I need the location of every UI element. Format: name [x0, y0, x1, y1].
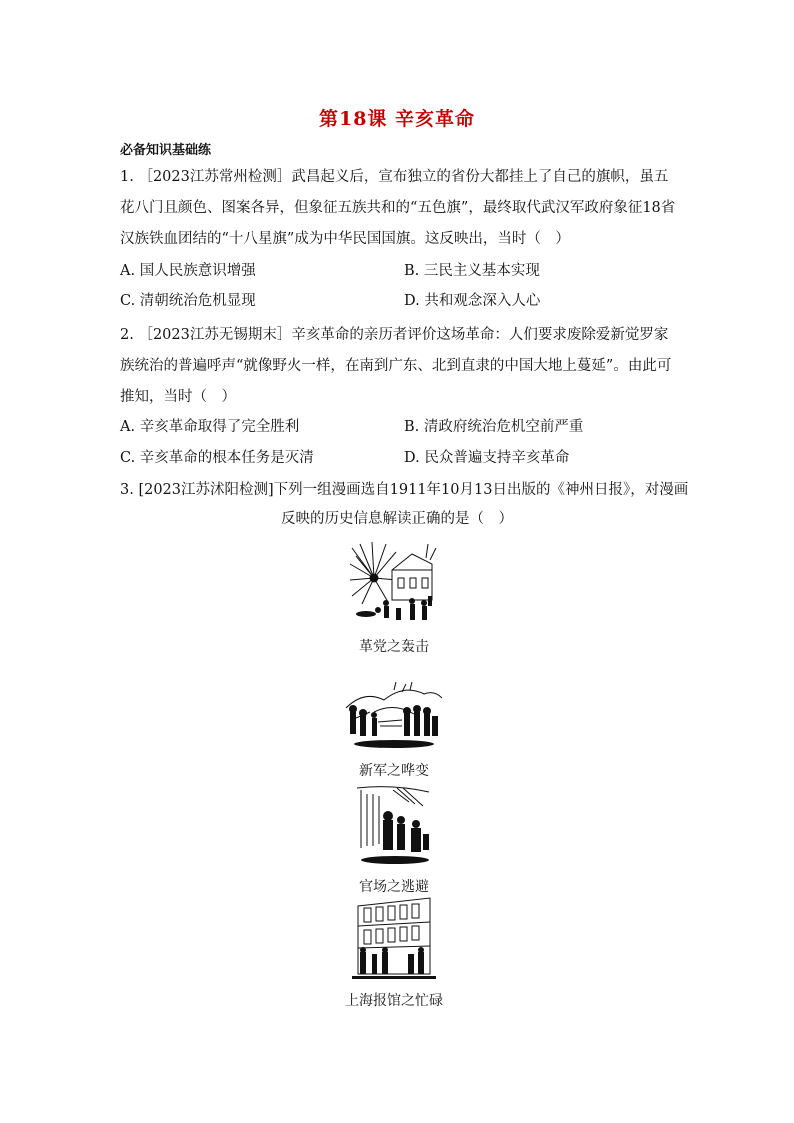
newspaper-office-cartoon-image	[352, 896, 436, 982]
cartoon-2	[340, 682, 448, 780]
q1-option-b: B. 三民主义基本实现	[404, 263, 540, 279]
cartoon-3-caption: 官场之逃避	[359, 879, 429, 895]
cartoon-1-caption: 革党之轰击	[359, 639, 429, 655]
q1-option-c: C. 清朝统治危机显现	[120, 293, 256, 309]
explosion-cartoon-image	[348, 540, 440, 628]
q1-option-a: A. 国人民族意识增强	[120, 263, 256, 279]
question-1-stem: 1. ［2023江苏常州检测］武昌起义后，宣布独立的省份大都挂上了自己的旗帜，虽五花八门且颜色、图案各异，但象征五族共和的“五色旗”，最终取代武汉军政府象征18省汉族铁血团结的“十八星旗”成为中华民国国旗。这反映出，当时（ ）	[120, 169, 676, 247]
fleeing-officials-cartoon-image	[353, 784, 435, 868]
question-2-stem: 2. ［2023江苏无锡期末］辛亥革命的亲历者评价这场革命：人们要求废除爱新觉罗家族统治的普遍呼声“就像野火一样，在南到广东、北到直隶的中国大地上蔓延”。由此可推知，当时（ ）	[120, 327, 672, 405]
q2-option-b: B. 清政府统治危机空前严重	[404, 419, 584, 435]
q2-option-d: D. 民众普遍支持辛亥革命	[404, 450, 570, 466]
section-heading: 必备知识基础练	[120, 143, 212, 158]
cartoon-4-caption: 上海报馆之忙碌	[345, 993, 443, 1009]
mutiny-cartoon-image	[344, 682, 444, 752]
cartoon-2-caption: 新军之哗变	[359, 763, 429, 779]
cartoon-3	[340, 784, 448, 896]
q2-option-c: C. 辛亥革命的根本任务是灭清	[120, 450, 314, 466]
cartoon-1	[340, 540, 448, 656]
question-3-stem-continued: 反映的历史信息解读正确的是（ ）	[281, 511, 513, 527]
cartoon-4	[340, 896, 448, 1010]
page-title: 第18课 辛亥革命	[318, 108, 476, 130]
q1-option-d: D. 共和观念深入人心	[404, 293, 541, 309]
q2-option-a: A. 辛亥革命取得了完全胜利	[120, 419, 300, 435]
question-3-stem: 3. [2023江苏沭阳检测]下列一组漫画选自1911年10月13日出版的《神州日报》，对漫画	[120, 482, 689, 498]
